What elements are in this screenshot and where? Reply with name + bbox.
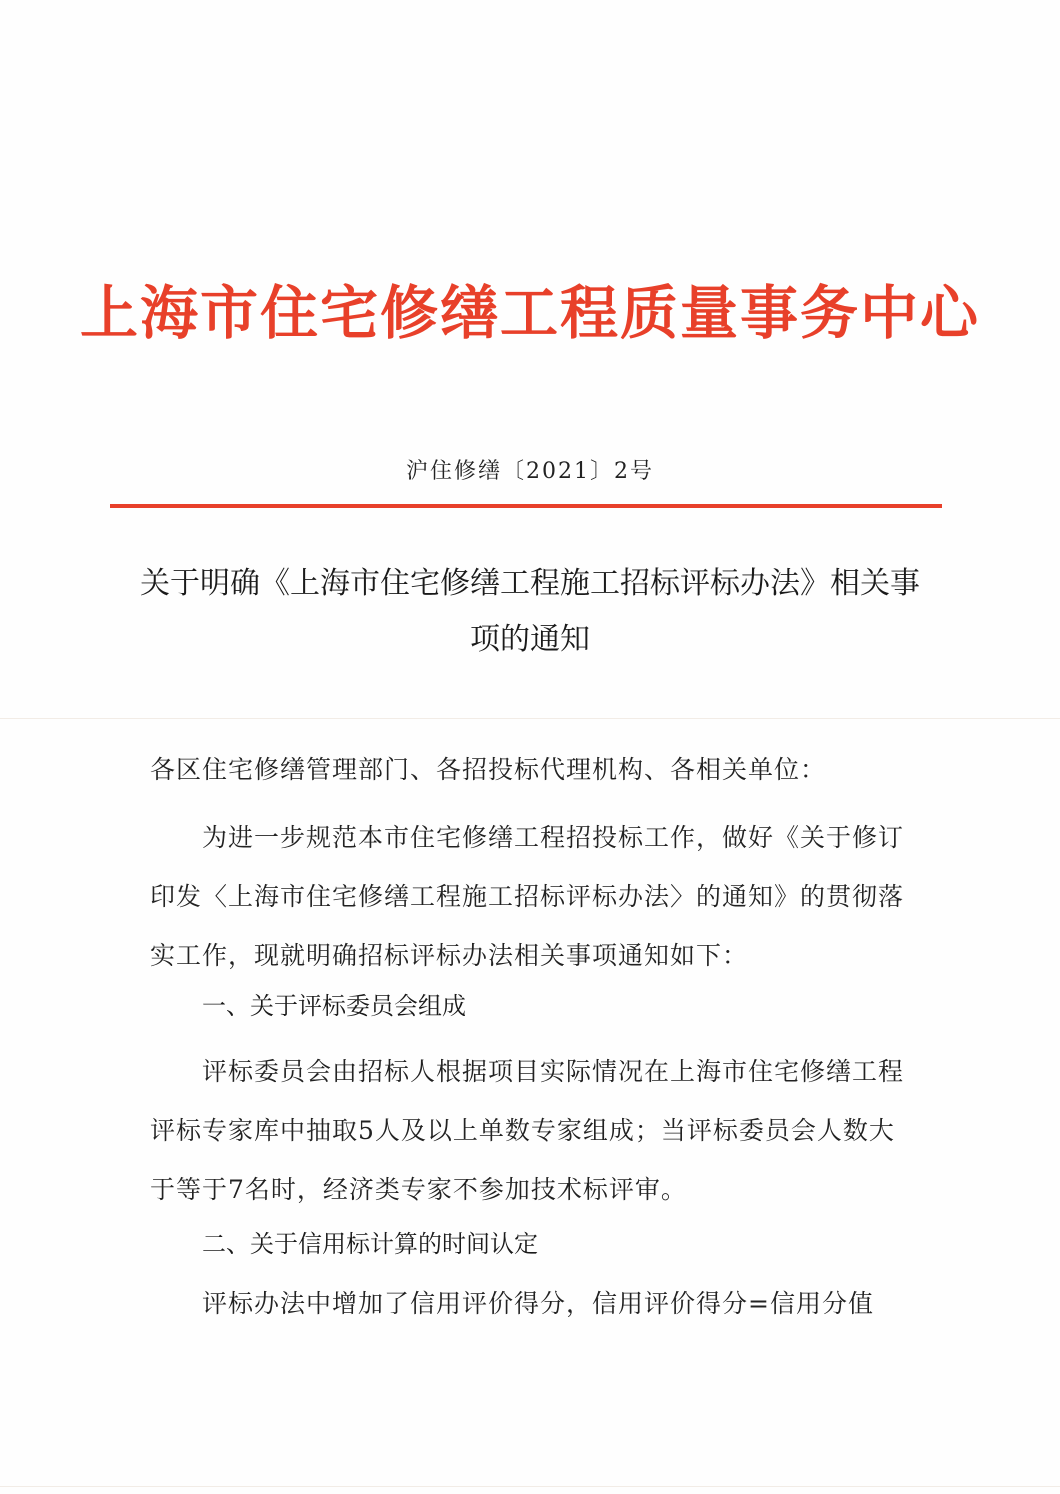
scan-fold-line-bottom (0, 1486, 1060, 1487)
section-heading-2: 二、关于信用标计算的时间认定 (202, 1230, 538, 1258)
scan-fold-line (0, 718, 1060, 719)
notice-title: 关于明确《上海市住宅修缮工程施工招标评标办法》相关事项的通知 (140, 566, 920, 657)
section-paragraph-2: 评标办法中增加了信用评价得分，信用评价得分=信用分值 (202, 1289, 874, 1318)
salutation: 各区住宅修缮管理部门、各招投标代理机构、各相关单位： (150, 755, 827, 784)
section-heading-1: 一、关于评标委员会组成 (202, 992, 466, 1020)
intro-paragraph: 为进一步规范本市住宅修缮工程招投标工作，做好《关于修订印发〈上海市住宅修缮工程施工招标评标办法〉的通知》的贯彻落实工作，现就明确招标评标办法相关事项通知如下： (150, 823, 905, 970)
letterhead-red-rule (110, 504, 942, 508)
letterhead-org-name: 上海市住宅修缮工程质量事务中心 (79, 279, 980, 347)
document-number: 沪住修缮〔2021〕2号 (406, 459, 654, 484)
section-paragraph-1: 评标委员会由招标人根据项目实际情况在上海市住宅修缮工程评标专家库中抽取5人及以上单数专家组成；当评标委员会人数大于等于7名时，经济类专家不参加技术标评审。 (150, 1057, 905, 1204)
